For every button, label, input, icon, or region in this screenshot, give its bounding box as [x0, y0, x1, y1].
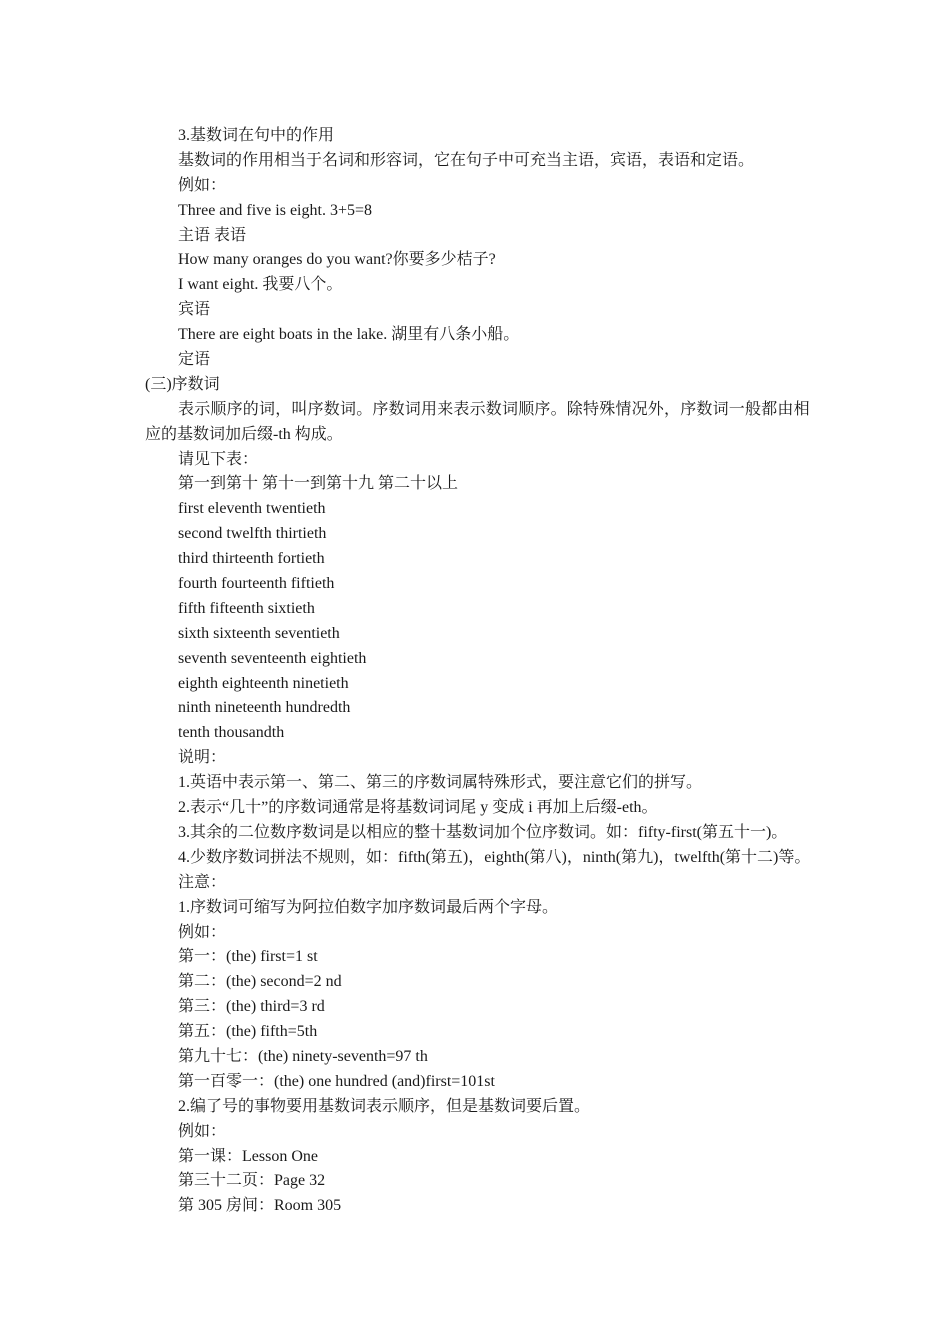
- text-line: 3.其余的二位数序数词是以相应的整十基数词加个位序数词。如：fifty-first(第五十一)。: [178, 823, 788, 841]
- text-line: 主语 表语: [178, 226, 247, 244]
- text-line: 基数词的作用相当于名词和形容词，它在句子中可充当主语，宾语，表语和定语。: [178, 151, 755, 169]
- text-line: 应的基数词加后缀-th 构成。: [145, 425, 343, 443]
- text-line: 2.表示“几十”的序数词通常是将基数词词尾 y 变成 i 再加上后缀-eth。: [178, 799, 658, 817]
- text-line: 定语: [178, 351, 211, 369]
- text-line: (三)序数词: [145, 375, 220, 393]
- text-line: 第三十二页：Page 32: [178, 1172, 326, 1190]
- text-line: 说明：: [178, 749, 227, 767]
- text-line: 第五：(the) fifth=5th: [178, 1023, 318, 1041]
- text-line: There are eight boats in the lake. 湖里有八条小船。: [178, 326, 520, 344]
- text-line: 第一课：Lesson One: [178, 1147, 318, 1165]
- text-line: sixth sixteenth seventieth: [178, 624, 340, 642]
- text-line: fifth fifteenth sixtieth: [178, 599, 315, 617]
- text-line: 第一到第十 第十一到第十九 第二十以上: [178, 475, 459, 493]
- text-line: 第 305 房间：Room 305: [178, 1197, 342, 1215]
- text-line: 第一：(the) first=1 st: [178, 948, 318, 966]
- text-line: second twelfth thirtieth: [178, 525, 327, 543]
- text-line: 第二：(the) second=2 nd: [178, 973, 342, 991]
- text-line: tenth thousandth: [178, 724, 285, 742]
- text-line: 第一百零一：(the) one hundred (and)first=101st: [178, 1072, 495, 1090]
- text-line: 2.编了号的事物要用基数词表示顺序，但是基数词要后置。: [178, 1097, 591, 1115]
- text-line: fourth fourteenth fiftieth: [178, 575, 335, 593]
- text-line: ninth nineteenth hundredth: [178, 699, 351, 717]
- text-line: 表示顺序的词，叫序数词。序数词用来表示数词顺序。除特殊情况外，序数词一般都由相: [178, 400, 810, 418]
- text-line: 第九十七：(the) ninety-seventh=97 th: [178, 1047, 428, 1065]
- text-line: 1.英语中表示第一、第二、第三的序数词属特殊形式，要注意它们的拼写。: [178, 774, 703, 792]
- text-line: 宾语: [178, 301, 211, 319]
- text-line: 4.少数序数词拼法不规则，如：fifth(第五)，eighth(第八)，ninth(第九)，twelfth(第十二)等。: [178, 848, 811, 866]
- text-line: seventh seventeenth eightieth: [178, 649, 367, 667]
- text-line: 例如：: [178, 923, 227, 941]
- text-line: 1.序数词可缩写为阿拉伯数字加序数词最后两个字母。: [178, 898, 559, 916]
- text-line: I want eight. 我要八个。: [178, 276, 343, 294]
- text-line: 例如：: [178, 1122, 227, 1140]
- text-line: 例如：: [178, 176, 227, 194]
- text-line: 注意：: [178, 873, 227, 891]
- text-line: Three and five is eight. 3+5=8: [178, 201, 372, 219]
- text-line: 3.基数词在句中的作用: [178, 127, 335, 144]
- document-body: [0, 124, 950, 1219]
- text-line: first eleventh twentieth: [178, 500, 326, 518]
- text-line: eighth eighteenth ninetieth: [178, 674, 349, 692]
- text-line: 第三：(the) third=3 rd: [178, 998, 325, 1016]
- text-line: How many oranges do you want?你要多少桔子?: [178, 251, 496, 269]
- text-line: 请见下表：: [178, 450, 259, 468]
- text-line: third thirteenth fortieth: [178, 550, 325, 568]
